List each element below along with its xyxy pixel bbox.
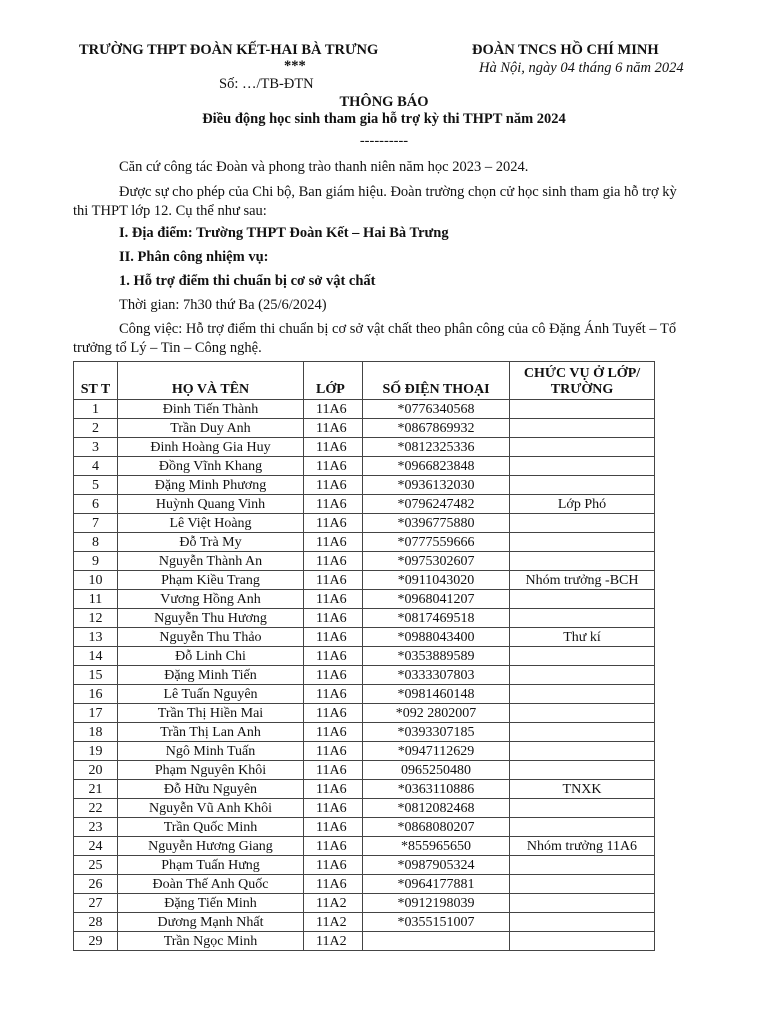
cell-role xyxy=(510,932,655,951)
cell-class: 11A6 xyxy=(304,761,363,780)
cell-name: Trần Thị Lan Anh xyxy=(118,723,304,742)
cell-name: Đỗ Linh Chi xyxy=(118,647,304,666)
cell-class: 11A6 xyxy=(304,704,363,723)
cell-name: Lê Việt Hoàng xyxy=(118,514,304,533)
cell-stt: 15 xyxy=(74,666,118,685)
cell-class: 11A2 xyxy=(304,932,363,951)
cell-role xyxy=(510,685,655,704)
cell-class: 11A6 xyxy=(304,457,363,476)
cell-stt: 23 xyxy=(74,818,118,837)
cell-role xyxy=(510,647,655,666)
cell-role xyxy=(510,666,655,685)
cell-phone: *0812325336 xyxy=(363,438,510,457)
cell-role: Lớp Phó xyxy=(510,495,655,514)
cell-phone: *0776340568 xyxy=(363,400,510,419)
cell-role xyxy=(510,400,655,419)
cell-class: 11A2 xyxy=(304,913,363,932)
title-divider: ---------- xyxy=(359,133,409,149)
cell-role xyxy=(510,609,655,628)
cell-stt: 19 xyxy=(74,742,118,761)
cell-phone: *0968041207 xyxy=(363,590,510,609)
table-row xyxy=(74,685,655,704)
task1-heading: 1. Hỗ trợ điểm thi chuẩn bị cơ sở vật chất xyxy=(119,273,376,289)
task1-work: Công việc: Hỗ trợ điểm thi chuẩn bị cơ sở vật chất theo phân công của cô Đặng Ánh Tuyết – Tổ trưởng tổ Lý – Tin – Công nghệ. xyxy=(73,321,677,356)
cell-phone: *092 2802007 xyxy=(363,704,510,723)
cell-stt: 3 xyxy=(74,438,118,457)
cell-phone: *0966823848 xyxy=(363,457,510,476)
cell-role xyxy=(510,742,655,761)
cell-stt: 12 xyxy=(74,609,118,628)
table-row xyxy=(74,932,655,951)
cell-phone: *0396775880 xyxy=(363,514,510,533)
union-name: ĐOÀN TNCS HỒ CHÍ MINH xyxy=(472,42,659,58)
cell-name: Đặng Tiến Minh xyxy=(118,894,304,913)
cell-role xyxy=(510,875,655,894)
cell-role xyxy=(510,438,655,457)
table-row xyxy=(74,495,655,514)
cell-name: Nguyễn Hương Giang xyxy=(118,837,304,856)
cell-name: Đặng Minh Phương xyxy=(118,476,304,495)
cell-stt: 26 xyxy=(74,875,118,894)
cell-stt: 2 xyxy=(74,419,118,438)
cell-class: 11A6 xyxy=(304,609,363,628)
table-row xyxy=(74,647,655,666)
cell-name: Đỗ Trà My xyxy=(118,533,304,552)
cell-class: 11A6 xyxy=(304,837,363,856)
cell-name: Nguyễn Thu Thảo xyxy=(118,628,304,647)
paragraph-basis: Căn cứ công tác Đoàn và phong trào thanh niên năm học 2023 – 2024. xyxy=(119,159,529,175)
table-row xyxy=(74,723,655,742)
cell-class: 11A6 xyxy=(304,533,363,552)
table-row xyxy=(74,438,655,457)
cell-phone: *0333307803 xyxy=(363,666,510,685)
cell-role xyxy=(510,457,655,476)
table-row xyxy=(74,609,655,628)
cell-stt: 6 xyxy=(74,495,118,514)
cell-phone: *0987905324 xyxy=(363,856,510,875)
cell-role xyxy=(510,818,655,837)
doc-subtitle: Điều động học sinh tham gia hỗ trợ kỳ thi THPT năm 2024 xyxy=(202,111,566,127)
cell-phone: *0911043020 xyxy=(363,571,510,590)
cell-class: 11A6 xyxy=(304,400,363,419)
cell-phone: *0355151007 xyxy=(363,913,510,932)
doc-title: THÔNG BÁO xyxy=(339,94,429,110)
cell-phone: *0981460148 xyxy=(363,685,510,704)
task1-time: Thời gian: 7h30 thứ Ba (25/6/2024) xyxy=(119,297,327,313)
table-row xyxy=(74,818,655,837)
cell-phone: *855965650 xyxy=(363,837,510,856)
cell-stt: 4 xyxy=(74,457,118,476)
cell-class: 11A6 xyxy=(304,628,363,647)
cell-stt: 27 xyxy=(74,894,118,913)
cell-role xyxy=(510,476,655,495)
cell-name: Nguyễn Vũ Anh Khôi xyxy=(118,799,304,818)
table-row xyxy=(74,571,655,590)
cell-stt: 7 xyxy=(74,514,118,533)
cell-name: Đặng Minh Tiến xyxy=(118,666,304,685)
cell-class: 11A6 xyxy=(304,666,363,685)
section-tasks-heading: II. Phân công nhiệm vụ: xyxy=(119,249,269,265)
table-row xyxy=(74,400,655,419)
cell-role xyxy=(510,856,655,875)
cell-name: Đỗ Hữu Nguyên xyxy=(118,780,304,799)
cell-role: TNXK xyxy=(510,780,655,799)
cell-class: 11A6 xyxy=(304,647,363,666)
cell-name: Đinh Hoàng Gia Huy xyxy=(118,438,304,457)
cell-name: Trần Thị Hiền Mai xyxy=(118,704,304,723)
cell-role xyxy=(510,514,655,533)
table-header-row xyxy=(74,362,655,400)
header-class: LỚP xyxy=(304,362,363,400)
cell-class: 11A6 xyxy=(304,571,363,590)
cell-stt: 13 xyxy=(74,628,118,647)
table-row xyxy=(74,457,655,476)
table-row xyxy=(74,856,655,875)
cell-phone: *0812082468 xyxy=(363,799,510,818)
table-row xyxy=(74,799,655,818)
cell-phone: *0867869932 xyxy=(363,419,510,438)
cell-stt: 28 xyxy=(74,913,118,932)
cell-stt: 11 xyxy=(74,590,118,609)
cell-class: 11A6 xyxy=(304,552,363,571)
header-role: CHỨC VỤ Ở LỚP/ TRƯỜNG xyxy=(510,362,655,400)
cell-class: 11A6 xyxy=(304,438,363,457)
cell-stt: 17 xyxy=(74,704,118,723)
cell-stt: 14 xyxy=(74,647,118,666)
table-row xyxy=(74,704,655,723)
cell-role xyxy=(510,761,655,780)
cell-phone xyxy=(363,932,510,951)
cell-name: Phạm Nguyên Khôi xyxy=(118,761,304,780)
table-row xyxy=(74,628,655,647)
cell-stt: 29 xyxy=(74,932,118,951)
cell-phone: *0393307185 xyxy=(363,723,510,742)
cell-phone: *0975302607 xyxy=(363,552,510,571)
cell-phone: *0988043400 xyxy=(363,628,510,647)
cell-name: Phạm Kiều Trang xyxy=(118,571,304,590)
cell-phone: *0363110886 xyxy=(363,780,510,799)
cell-role xyxy=(510,913,655,932)
table-row xyxy=(74,875,655,894)
cell-class: 11A6 xyxy=(304,514,363,533)
cell-name: Huỳnh Quang Vinh xyxy=(118,495,304,514)
cell-name: Đồng Vĩnh Khang xyxy=(118,457,304,476)
table-row xyxy=(74,590,655,609)
table-row xyxy=(74,894,655,913)
cell-phone: *0777559666 xyxy=(363,533,510,552)
cell-role xyxy=(510,419,655,438)
cell-phone: *0868080207 xyxy=(363,818,510,837)
cell-role: Nhóm trưởng 11A6 xyxy=(510,837,655,856)
school-name: TRƯỜNG THPT ĐOÀN KẾT-HAI BÀ TRƯNG xyxy=(79,42,379,58)
table-row xyxy=(74,761,655,780)
cell-stt: 18 xyxy=(74,723,118,742)
cell-stt: 22 xyxy=(74,799,118,818)
cell-class: 11A6 xyxy=(304,685,363,704)
cell-stt: 24 xyxy=(74,837,118,856)
cell-role xyxy=(510,552,655,571)
table-row xyxy=(74,476,655,495)
table-row xyxy=(74,419,655,438)
cell-class: 11A6 xyxy=(304,590,363,609)
cell-stt: 16 xyxy=(74,685,118,704)
table-row xyxy=(74,533,655,552)
cell-stt: 25 xyxy=(74,856,118,875)
header-phone: SỐ ĐIỆN THOẠI xyxy=(363,362,510,400)
cell-name: Nguyễn Thành An xyxy=(118,552,304,571)
table-row xyxy=(74,837,655,856)
cell-name: Dương Mạnh Nhất xyxy=(118,913,304,932)
table-row xyxy=(74,742,655,761)
cell-stt: 10 xyxy=(74,571,118,590)
cell-role xyxy=(510,799,655,818)
cell-phone: *0817469518 xyxy=(363,609,510,628)
cell-class: 11A6 xyxy=(304,799,363,818)
cell-role: Nhóm trưởng -BCH xyxy=(510,571,655,590)
table-row xyxy=(74,552,655,571)
cell-name: Trần Duy Anh xyxy=(118,419,304,438)
header-name: HỌ VÀ TÊN xyxy=(118,362,304,400)
student-table xyxy=(73,361,655,951)
cell-name: Nguyễn Thu Hương xyxy=(118,609,304,628)
cell-phone: *0796247482 xyxy=(363,495,510,514)
table-row xyxy=(74,514,655,533)
cell-class: 11A6 xyxy=(304,875,363,894)
cell-phone: *0912198039 xyxy=(363,894,510,913)
cell-role xyxy=(510,533,655,552)
cell-stt: 1 xyxy=(74,400,118,419)
cell-role: Thư kí xyxy=(510,628,655,647)
paragraph-permission: Được sự cho phép của Chi bộ, Ban giám hiệu. Đoàn trường chọn cử học sinh tham gia hỗ trợ kỳ thi THPT lớp 12. Cụ thể như sau: xyxy=(73,184,677,219)
cell-phone: *0947112629 xyxy=(363,742,510,761)
cell-name: Trần Quốc Minh xyxy=(118,818,304,837)
cell-class: 11A2 xyxy=(304,894,363,913)
cell-role xyxy=(510,590,655,609)
cell-phone: *0936132030 xyxy=(363,476,510,495)
cell-stt: 20 xyxy=(74,761,118,780)
cell-class: 11A6 xyxy=(304,742,363,761)
cell-class: 11A6 xyxy=(304,780,363,799)
cell-name: Đinh Tiến Thành xyxy=(118,400,304,419)
cell-class: 11A6 xyxy=(304,856,363,875)
cell-name: Phạm Tuấn Hưng xyxy=(118,856,304,875)
cell-stt: 8 xyxy=(74,533,118,552)
cell-class: 11A6 xyxy=(304,495,363,514)
cell-role xyxy=(510,704,655,723)
cell-phone: *0964177881 xyxy=(363,875,510,894)
cell-phone: *0353889589 xyxy=(363,647,510,666)
header-stars: *** xyxy=(284,58,306,74)
cell-class: 11A6 xyxy=(304,723,363,742)
table-row xyxy=(74,913,655,932)
cell-name: Đoàn Thế Anh Quốc xyxy=(118,875,304,894)
document-number: Số: …/TB-ĐTN xyxy=(219,76,314,92)
cell-stt: 9 xyxy=(74,552,118,571)
cell-class: 11A6 xyxy=(304,476,363,495)
cell-name: Ngô Minh Tuấn xyxy=(118,742,304,761)
table-row xyxy=(74,666,655,685)
cell-class: 11A6 xyxy=(304,419,363,438)
location-heading: I. Địa điểm: Trường THPT Đoàn Kết – Hai Bà Trưng xyxy=(119,225,449,241)
table-row xyxy=(74,780,655,799)
cell-stt: 5 xyxy=(74,476,118,495)
cell-name: Vương Hồng Anh xyxy=(118,590,304,609)
cell-phone: 0965250480 xyxy=(363,761,510,780)
cell-class: 11A6 xyxy=(304,818,363,837)
header-stt: ST T xyxy=(74,362,118,400)
cell-role xyxy=(510,723,655,742)
cell-name: Trần Ngọc Minh xyxy=(118,932,304,951)
place-date: Hà Nội, ngày 04 tháng 6 năm 2024 xyxy=(479,60,684,76)
cell-name: Lê Tuấn Nguyên xyxy=(118,685,304,704)
cell-role xyxy=(510,894,655,913)
cell-stt: 21 xyxy=(74,780,118,799)
